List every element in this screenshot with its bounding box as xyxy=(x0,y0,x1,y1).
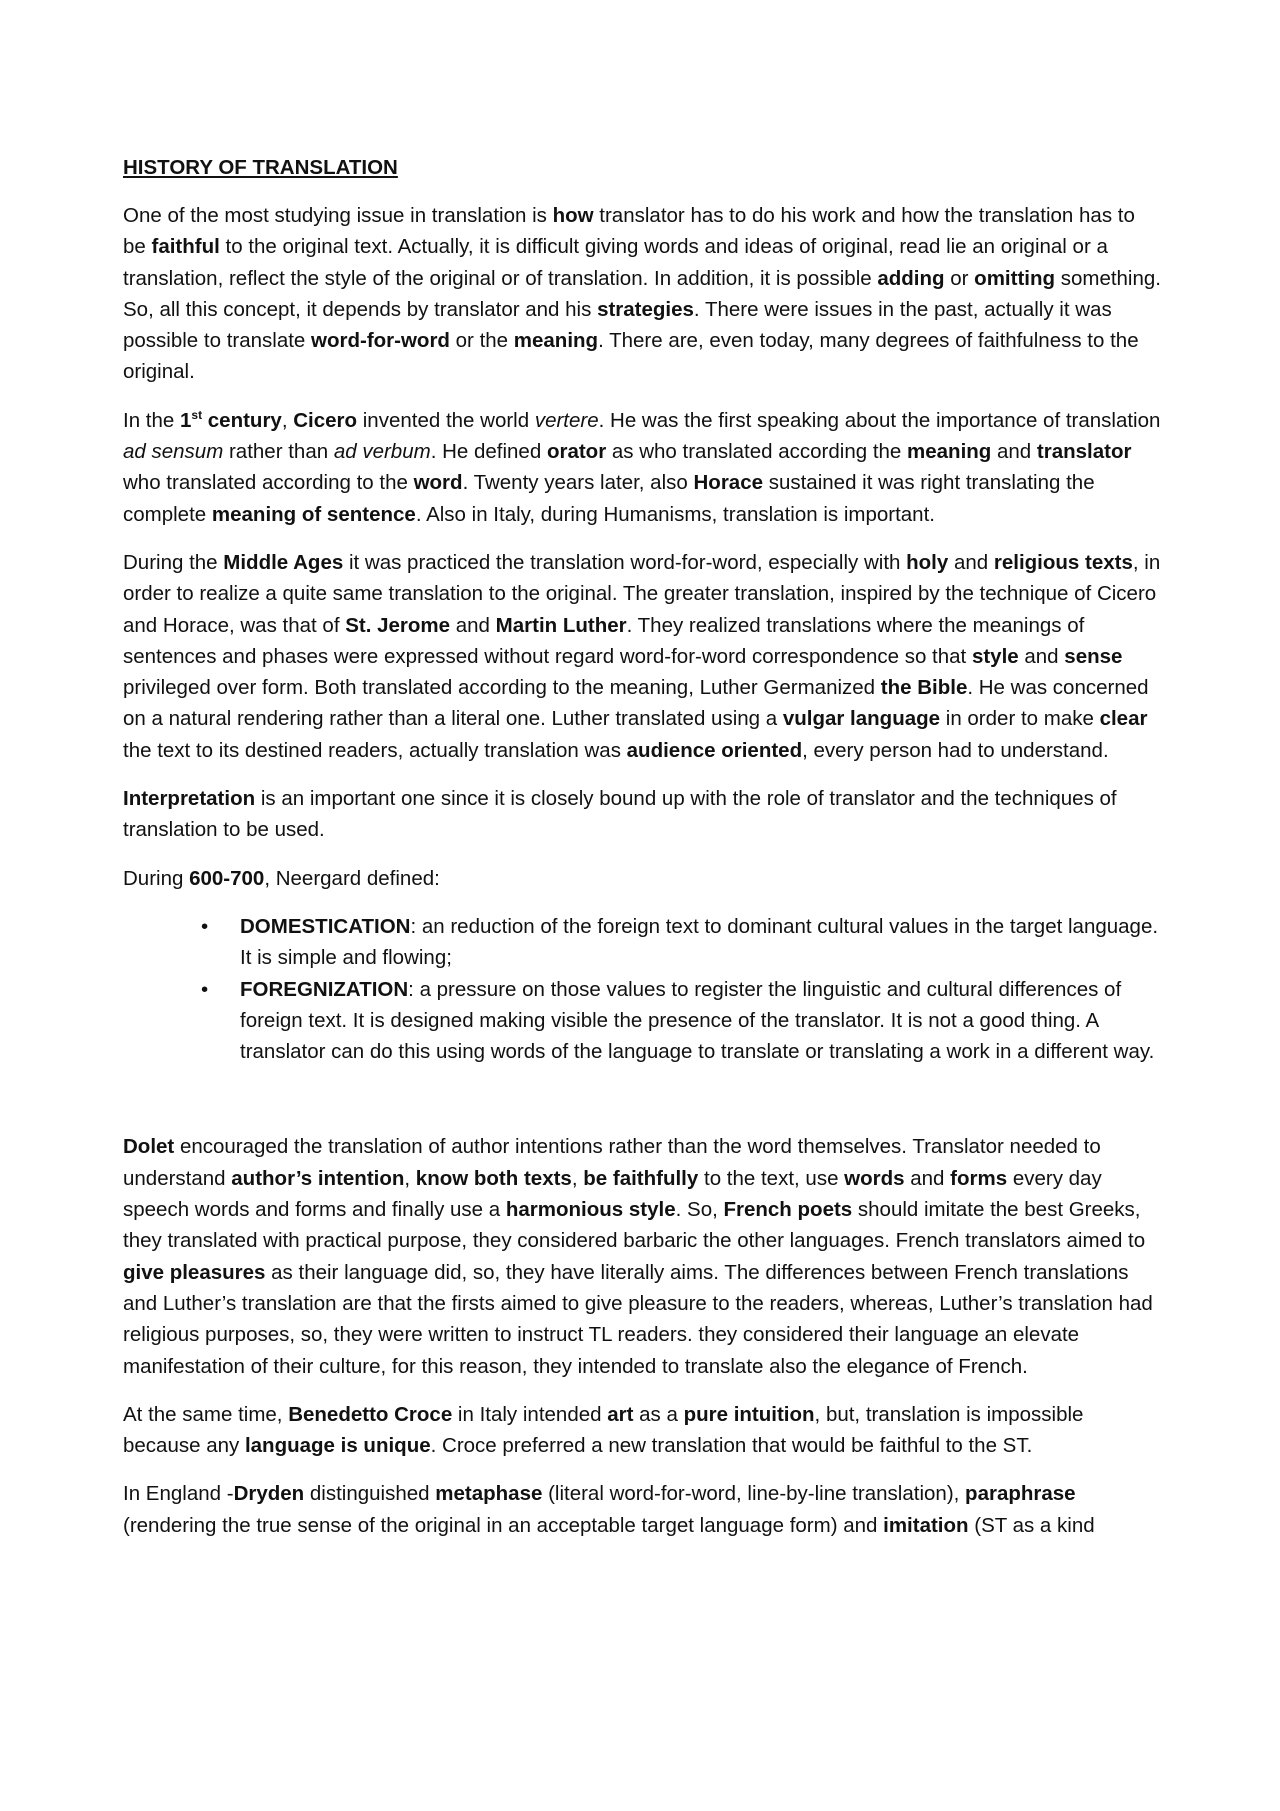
bold-text: pure intuition xyxy=(683,1402,815,1426)
bold-text: French poets xyxy=(723,1198,853,1222)
paragraph-middle-ages: During the Middle Ages it was practiced the translation word-for-word, especially with holy and religious texts, in order to realize a quite same translation to the original. The greater translation, inspired by the technique of Cicero and Horace, was that of St. Jerome and Martin Luther. They realized translations where the meanings of sentences and phases were expressed without regard word-for-word correspondence so that style and sense privileged over form. Both translated according to the meaning, Luther Germanized the Bible. He was concerned on a natural rendering rather than a literal one. Luther translated using a vulgar language in order to make clear the text to its destined readers, actually translation was audience oriented, every person had to understand. xyxy=(123,550,1161,762)
paragraph-cicero: In the 1st century, Cicero invented the world vertere. He was the first speaking about the importance of translation ad sensum rather than ad verbum. He defined orator as who translated according the meaning and translator who translated according to the word. Twenty years later, also Horace sustained it was right translating the complete meaning of sentence. Also in Italy, during Humanisms, translation is important. xyxy=(123,407,1161,526)
bold-text: holy xyxy=(906,550,949,574)
bold-text: FOREGNIZATION xyxy=(240,977,409,1001)
bold-text: translator xyxy=(1036,440,1132,464)
paragraph-neergard: During 600-700, Neergard defined: xyxy=(123,866,440,890)
paragraph-dolet: Dolet encouraged the translation of author intentions rather than the word themselves. Translator needed to understand author’s intention, know both texts, be faithfully to the text, use words and forms every day speech words and forms and finally use a harmonious style. So, French poets should imitate the best Greeks, they translated with practical purpose, they considered barbaric the other languages. French translators aimed to give pleasures as their language did, so, they have literally aims. The differences between French translations and Luther’s translation are that the firsts aimed to give pleasure to the readers, whereas, Luther’s translation had religious purposes, so, they were written to instruct TL readers. they considered their language an elevate manifestation of their culture, for this reason, they intended to translate also the elegance of French. xyxy=(123,1135,1153,1378)
bold-text: 1 xyxy=(180,408,192,432)
bold-text: faithful xyxy=(151,235,220,259)
bullet-icon: • xyxy=(201,977,209,1001)
bold-text: forms xyxy=(950,1166,1008,1190)
paragraph-interpretation: Interpretation is an important one since it is closely bound up with the role of translator and the techniques of translation to be used. xyxy=(123,787,1117,842)
bold-text: language is unique xyxy=(244,1434,431,1458)
bold-text: vulgar language xyxy=(782,707,941,731)
italic-text: ad verbum xyxy=(333,440,431,464)
bold-text: metaphase xyxy=(435,1482,543,1506)
bold-text: style xyxy=(971,644,1019,668)
bold-text: meaning xyxy=(907,440,992,464)
list-item-text: FOREGNIZATION: a pressure on those values to register the linguistic and cultural differences of foreign text. It is designed making visible the presence of the translator. It is not a good thing. A translator can do this using words of the language to translate or translating a work in a different way. xyxy=(240,977,1155,1064)
bold-text: century xyxy=(202,408,282,432)
bold-text: Dryden xyxy=(233,1482,305,1506)
bold-text: adding xyxy=(877,266,945,290)
bold-text: Interpretation xyxy=(123,787,256,811)
bold-text: Cicero xyxy=(293,408,358,432)
bold-text: audience oriented xyxy=(626,738,803,762)
bold-text: Benedetto Croce xyxy=(288,1402,453,1426)
bold-text: author’s intention xyxy=(231,1166,405,1190)
bold-text: strategies xyxy=(597,297,694,321)
bold-text: know both texts xyxy=(415,1166,572,1190)
bold-text: be faithfully xyxy=(583,1166,699,1190)
italic-text: vertere xyxy=(534,408,599,432)
italic-text: ad sensum xyxy=(123,440,224,464)
bold-text: St. Jerome xyxy=(345,613,451,637)
bold-text: meaning of sentence xyxy=(211,502,416,526)
document-title: HISTORY OF TRANSLATION xyxy=(123,156,398,179)
bold-text: Horace xyxy=(693,471,764,495)
bold-text: the Bible xyxy=(880,676,968,700)
bullet-icon: • xyxy=(201,914,209,938)
bold-text: word xyxy=(413,471,463,495)
bold-text: give pleasures xyxy=(123,1260,266,1284)
bold-text: orator xyxy=(546,440,607,464)
bold-text: Middle Ages xyxy=(223,550,344,574)
bold-text: DOMESTICATION xyxy=(240,914,411,938)
neergard-list xyxy=(123,911,1162,1067)
paragraph-faithfulness: One of the most studying issue in translation is how translator has to do his work and how the translation has to be faithful to the original text. Actually, it is difficult giving words and ideas of original, read lie an original or a translation, reflect the style of the original or of translation. In addition, it is possible adding or omitting something. So, all this concept, it depends by translator and his strategies. There were issues in the past, actually it was possible to translate word-for-word or the meaning. There are, even today, many degrees of faithfulness to the original. xyxy=(123,204,1161,384)
bold-text: paraphrase xyxy=(965,1482,1076,1506)
spacer xyxy=(123,1067,1162,1131)
bold-text: words xyxy=(844,1166,905,1190)
bold-text: how xyxy=(552,204,594,227)
bold-text: clear xyxy=(1099,707,1148,731)
list-item-text: DOMESTICATION: an reduction of the foreign text to dominant cultural values in the target language. It is simple and flowing; xyxy=(240,914,1159,970)
list-item-domestication xyxy=(201,911,1162,974)
bold-text: word-for-word xyxy=(311,329,450,353)
bold-text: harmonious style xyxy=(505,1198,676,1222)
paragraph-croce: At the same time, Benedetto Croce in Italy intended art as a pure intuition, but, translation is impossible because any language is unique. Croce preferred a new translation that would be faithful to the ST. xyxy=(123,1402,1084,1458)
bold-text: imitation xyxy=(883,1513,969,1537)
superscript-text: st xyxy=(191,407,203,422)
bold-text: sense xyxy=(1064,644,1123,668)
list-item-foregnization xyxy=(201,974,1162,1068)
bold-text: meaning xyxy=(513,329,599,353)
paragraph-dryden: In England -Dryden distinguished metaphase (literal word-for-word, line-by-line translation), paraphrase (rendering the true sense of the original in an acceptable target language form) and imitation (ST as a kind xyxy=(123,1482,1095,1537)
bold-text: Martin Luther xyxy=(495,613,627,637)
bold-text: religious texts xyxy=(993,550,1133,574)
bold-text: 600-700 xyxy=(189,866,265,890)
bold-text: omitting xyxy=(974,266,1056,290)
bold-text: art xyxy=(607,1402,634,1426)
bold-text: Dolet xyxy=(123,1135,175,1159)
